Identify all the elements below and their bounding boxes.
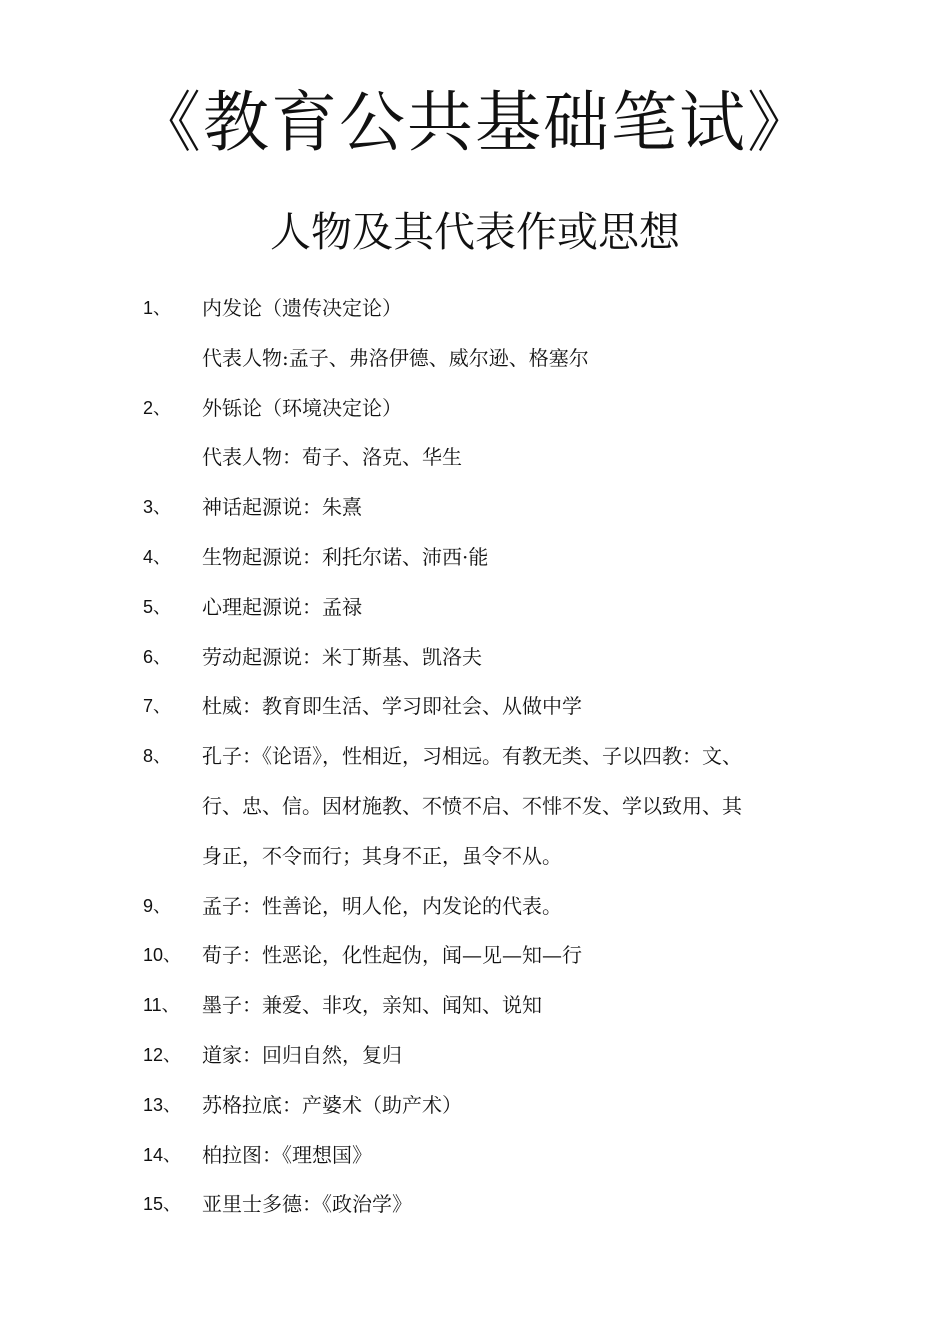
list-item-text	[202, 483, 823, 533]
list-item-text	[202, 931, 823, 981]
list-item-line: 行、忠、信。因材施教、不愤不启、不悱不发、学以致用、其	[202, 793, 742, 818]
list-item-text	[202, 1081, 823, 1131]
list-item-number: 13、	[143, 1094, 182, 1115]
list-item-text	[202, 583, 823, 633]
list-item-text	[202, 882, 823, 932]
list-item-number: 9、	[143, 895, 172, 916]
list-item	[143, 1131, 823, 1181]
list-item-text	[202, 1031, 823, 1081]
list-item-text	[202, 682, 823, 732]
list-item-number: 2、	[143, 397, 172, 418]
list-item	[143, 633, 823, 683]
list-item-text	[202, 732, 823, 881]
list-item-line: 生物起源说：利托尔诺、沛西·能	[202, 544, 489, 569]
list-item-number: 3、	[143, 497, 172, 518]
list-item-number: 5、	[143, 596, 172, 617]
list-item-number: 4、	[143, 546, 172, 567]
list-item-text	[202, 533, 823, 583]
list-item-line: 柏拉图：《理想国》	[202, 1142, 372, 1167]
list-item-line: 代表人物:孟子、弗洛伊德、威尔逊、格塞尔	[202, 345, 589, 370]
list-item-number: 12、	[143, 1044, 182, 1065]
list-item-line: 孟子：性善论，明人伦，内发论的代表。	[202, 893, 562, 918]
list-item-text	[202, 981, 823, 1031]
page-subtitle: 人物及其代表作或思想	[270, 208, 680, 256]
list-item-line: 孔子：《论语》，性相近，习相远。有教无类、子以四教：文、	[202, 744, 742, 769]
list-item-number: 10、	[143, 945, 182, 966]
list-item-number: 7、	[143, 696, 172, 717]
list-item-number: 15、	[143, 1194, 182, 1215]
list-item	[143, 732, 823, 881]
list-item-number: 6、	[143, 646, 172, 667]
list-item-line: 神话起源说：朱熹	[202, 495, 362, 520]
page-title: 《教育公共基础笔试》	[135, 84, 815, 161]
list-item	[143, 682, 823, 732]
list-item	[143, 284, 823, 384]
list-item-line: 道家：回归自然，复归	[202, 1042, 402, 1067]
numbered-list	[143, 284, 823, 1230]
list-item-line: 劳动起源说：米丁斯基、凯洛夫	[202, 644, 482, 669]
list-item-text	[202, 1131, 823, 1181]
list-item-line: 杜威：教育即生活、学习即社会、从做中学	[202, 694, 582, 719]
list-item-line: 内发论（遗传决定论）	[202, 296, 402, 320]
list-item-line: 身正，不令而行；其身不正，虽令不从。	[202, 843, 562, 868]
list-item	[143, 1081, 823, 1131]
list-item-text	[202, 633, 823, 683]
list-item-number: 1、	[143, 298, 172, 318]
list-item-line: 墨子：兼爱、非攻，亲知、闻知、说知	[202, 993, 542, 1018]
list-item-number: 14、	[143, 1144, 182, 1165]
list-item-line: 心理起源说：孟禄	[202, 594, 362, 619]
list-item-line: 苏格拉底：产婆术（助产术）	[202, 1092, 462, 1117]
list-item-text	[202, 284, 823, 384]
list-item-line: 亚里士多德：《政治学》	[202, 1192, 412, 1217]
list-item-line: 荀子：性恶论，化性起伪，闻—见—知—行	[202, 943, 582, 968]
list-item-text	[202, 384, 823, 484]
list-item-line: 外铄论（环境决定论）	[202, 395, 402, 420]
list-item	[143, 882, 823, 932]
list-item	[143, 981, 823, 1031]
list-item-line: 代表人物：荀子、洛克、华生	[202, 445, 462, 470]
list-item-text	[202, 1180, 823, 1230]
list-item	[143, 483, 823, 533]
list-item	[143, 1031, 823, 1081]
list-item	[143, 931, 823, 981]
list-item	[143, 1180, 823, 1230]
list-item-number: 11、	[143, 995, 180, 1016]
list-item	[143, 384, 823, 484]
list-item-number: 8、	[143, 746, 172, 767]
list-item	[143, 583, 823, 633]
list-item	[143, 533, 823, 583]
